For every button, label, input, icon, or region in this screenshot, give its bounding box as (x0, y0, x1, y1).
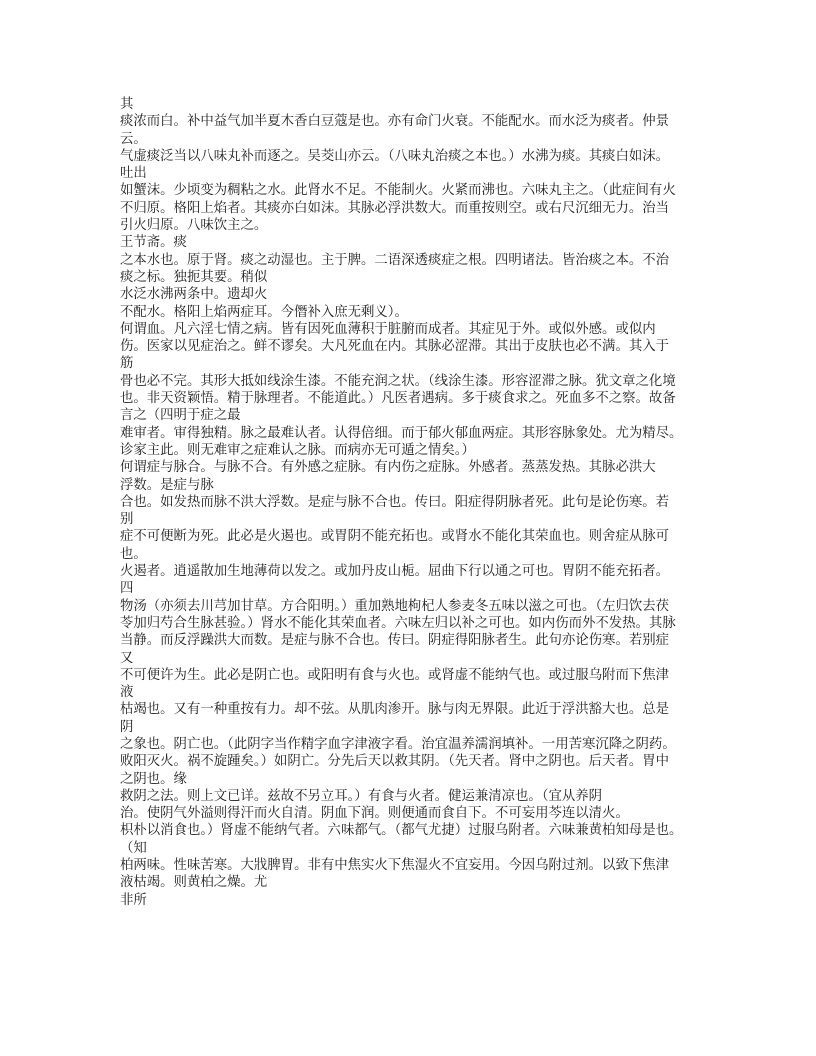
text-line: 败阳灭火。祸不旋踵矣。）如阴亡。分先后天以救其阴。（先天者。肾中之阴也。后天者。胃中 (120, 754, 670, 770)
text-line: （知 (120, 840, 147, 856)
text-line: 浮数。是症与脉 (120, 477, 214, 493)
text-line: 吐出 (120, 166, 147, 182)
text-line: 之本水也。原于肾。痰之动湿也。主于脾。二语深透痰症之根。四明诸法。皆治痰之本。不治 (120, 252, 670, 268)
text-line: 言之（四明于症之最 (120, 408, 241, 424)
text-line: 骨也必不完。其形大抵如线涂生漆。不能充润之状。（线涂生漆。形容涩滞之脉。犹文章之化境 (120, 373, 676, 389)
document-page (120, 96, 698, 909)
text-line: 之象也。阴亡也。（此阴字当作精字血字津液字看。治宜温养濡润填补。一用苦寒沉降之阴药。 (120, 736, 676, 752)
text-line: 其 (120, 97, 134, 112)
text-line: 症不可便断为死。此必是火遏也。或胃阴不能充拓也。或肾水不能化其荣血也。则舍症从脉可 (120, 529, 670, 545)
text-line: 云。 (120, 131, 147, 147)
text-line: 又 (120, 650, 134, 666)
text-line: 不可便许为生。此必是阴亡也。或阳明有食与火也。或肾虚不能纳气也。或过服乌附而下焦津 (120, 667, 670, 683)
text-line: 引火归原。八味饮主之。 (120, 218, 268, 234)
text-line: 液枯竭。则黄柏之燥。尤 (120, 875, 268, 891)
text-line: 枳朴以消食也。）肾虚不能纳气者。六味都气。（都气尤捷）过服乌附者。六味兼黄柏知母是也。 (120, 823, 683, 839)
text-line: 水泛水沸两条中。遗却火 (120, 287, 268, 303)
text-line: 枯竭也。又有一种重按有力。却不弦。从肌肉渗开。脉与肉无界限。此近于浮洪豁大也。总是 (120, 702, 670, 718)
text-line: 治。使阴气外溢则得汗而火自清。阴血下润。则便通而食自下。不可妄用芩连以清火。 (120, 806, 629, 822)
text-line: 王节斋。痰 (120, 235, 187, 251)
text-line: 伤。医家以见症治之。鲜不谬矣。大凡死血在内。其脉必涩滞。其出于皮肤也必不满。其入于 (120, 339, 670, 355)
text-line: 火遏者。逍遥散加生地薄荷以发之。或加丹皮山栀。屈曲下行以通之可也。胃阴不能充拓者。 (120, 564, 670, 580)
text-line: 液 (120, 685, 134, 701)
text-line: 气虚痰泛当以八味丸补而逐之。吴茭山亦云。（八味丸治痰之本也。）水沸为痰。其痰白如沫。 (120, 148, 670, 164)
text-line: 也。非天资颖悟。精于脉理者。不能道此。）凡医者遇病。多于痰食求之。死血多不之察。故备 (120, 391, 676, 407)
text-line: 之阴也。缘 (120, 771, 187, 787)
text-line: 痰之标。独扼其要。稍似 (120, 269, 268, 285)
text-line: 当静。而反浮躁洪大而数。是症与脉不合也。传曰。阴症得阳脉者生。此句亦论伤寒。若别症 (120, 633, 670, 649)
text-line: 别 (120, 512, 134, 528)
text-line: 也。 (120, 546, 147, 562)
text-line: 柏两味。性味苦寒。大戕脾胃。非有中焦实火下焦湿火不宜妄用。今因乌附过剂。以致下焦津 (120, 858, 670, 874)
text-line: 诊家主此。则无难审之症难认之脉。而病亦无可遁之情矣。） (120, 442, 475, 458)
text-line: 四 (120, 581, 134, 597)
text-line: 不配水。格阳上焰两症耳。今僭补入庶无剩义）。 (120, 304, 408, 320)
text-line: 苓加归芍合生脉甚验。）肾水不能化其荣血者。六味左归以补之可也。如内伤而外不发热。其脉 (120, 615, 676, 631)
text-line: 何谓症与脉合。与脉不合。有外感之症脉。有内伤之症脉。外感者。蒸蒸发热。其脉必洪大 (120, 460, 656, 476)
text-line: 不归原。格阳上焰者。其痰亦白如沫。其脉必浮洪数大。而重按则空。或右尺沉细无力。治当 (120, 200, 670, 216)
text-line: 物汤（亦须去川芎加甘草。方合阳明。）重加熟地枸杞人参麦冬五味以滋之可也。（左归饮去茯 (120, 598, 670, 614)
text-line: 难审者。审得独精。脉之最难认者。认得倍细。而于郁火郁血两症。其形容脉象处。尤为精尽。 (120, 425, 683, 441)
text-line: 如蟹沫。少顷变为稠粘之水。此肾水不足。不能制火。火紧而沸也。六味丸主之。（此症间有火 (120, 183, 676, 199)
text-line: 阴 (120, 719, 134, 735)
text-line: 筋 (120, 356, 134, 372)
text-line: 痰浓而白。补中益气加半夏木香白豆蔻是也。亦有命门火衰。不能配水。而水泛为痰者。仲景 (120, 114, 670, 130)
text-line: 非所 (120, 892, 147, 908)
text-line: 何谓血。凡六淫七情之病。皆有因死血薄积于脏腑而成者。其症见于外。或似外感。或似内 (120, 321, 656, 337)
text-line: 救阴之法。则上文已详。兹故不另立耳。）有食与火者。健运兼清凉也。（宜从养阴 (120, 788, 603, 804)
text-line: 合也。如发热而脉不洪大浮数。是症与脉不合也。传曰。阳症得阴脉者死。此句是论伤寒。若 (120, 494, 670, 510)
